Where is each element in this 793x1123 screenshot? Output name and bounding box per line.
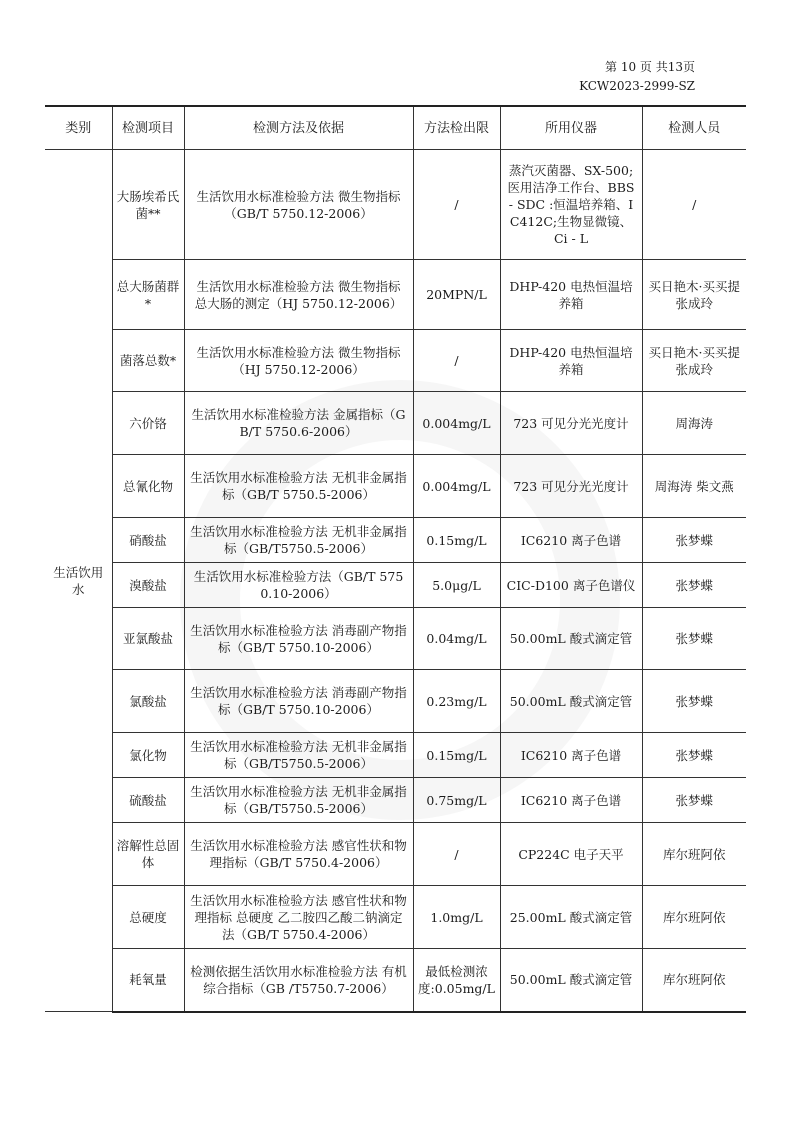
item-cell: 总大肠菌群*	[112, 260, 184, 330]
test-items-table	[45, 105, 746, 1013]
method-cell: 生活饮用水标准检验方法 微生物指标 总大肠的测定（HJ 5750.12-2006）	[184, 260, 413, 330]
staff-cell: 库尔班阿依	[642, 886, 746, 949]
method-cell: 检测依据生活饮用水标准检验方法 有机综合指标（GB /T5750.7-2006）	[184, 949, 413, 1012]
item-cell: 菌落总数*	[112, 330, 184, 392]
method-cell: 生活饮用水标准检验方法 消毒副产物指标（GB/T 5750.10-2006）	[184, 608, 413, 670]
table-row	[45, 823, 746, 886]
method-cell: 生活饮用水标准检验方法 无机非金属指标（GB/T5750.5-2006）	[184, 518, 413, 563]
instrument-cell: 蒸汽灭菌器、SX-500;医用洁净工作台、BBS - SDC :恒温培养箱、IC412C;生物显微镜、 Ci - L	[500, 150, 642, 260]
instrument-cell: IC6210 离子色谱	[500, 518, 642, 563]
staff-cell: 张梦蝶	[642, 733, 746, 778]
item-cell: 耗氧量	[112, 949, 184, 1012]
column-header-limit: 方法检出限	[413, 106, 500, 150]
instrument-cell: CP224C 电子天平	[500, 823, 642, 886]
instrument-cell: 723 可见分光光度计	[500, 455, 642, 518]
instrument-cell: 50.00mL 酸式滴定管	[500, 670, 642, 733]
item-cell: 硝酸盐	[112, 518, 184, 563]
staff-cell: 库尔班阿依	[642, 823, 746, 886]
table-row	[45, 392, 746, 455]
limit-cell: 0.004mg/L	[413, 392, 500, 455]
staff-cell: 张梦蝶	[642, 778, 746, 823]
method-cell: 生活饮用水标准检验方法 感官性状和物理指标 总硬度 乙二胺四乙酸二钠滴定法（GB/T 5750.4-2006）	[184, 886, 413, 949]
page-info: 第 10 页 共13页	[605, 60, 695, 74]
instrument-cell: IC6210 离子色谱	[500, 778, 642, 823]
staff-cell: 张梦蝶	[642, 608, 746, 670]
limit-cell: 0.004mg/L	[413, 455, 500, 518]
staff-cell: 库尔班阿依	[642, 949, 746, 1012]
limit-cell: /	[413, 150, 500, 260]
limit-cell: 0.15mg/L	[413, 518, 500, 563]
table-row	[45, 260, 746, 330]
staff-cell: 买日艳木·买买提 张成玲	[642, 260, 746, 330]
table-row	[45, 150, 746, 260]
item-cell: 总硬度	[112, 886, 184, 949]
item-cell: 硫酸盐	[112, 778, 184, 823]
item-cell: 亚氯酸盐	[112, 608, 184, 670]
limit-cell: 20MPN/L	[413, 260, 500, 330]
instrument-cell: 25.00mL 酸式滴定管	[500, 886, 642, 949]
table-row	[45, 330, 746, 392]
limit-cell: 0.04mg/L	[413, 608, 500, 670]
staff-cell: 周海涛	[642, 392, 746, 455]
table-row	[45, 670, 746, 733]
method-cell: 生活饮用水标准检验方法 无机非金属指标（GB/T 5750.5-2006）	[184, 455, 413, 518]
limit-cell: /	[413, 823, 500, 886]
column-header-category: 类别	[45, 106, 112, 150]
limit-cell: /	[413, 330, 500, 392]
table-row	[45, 455, 746, 518]
item-cell: 氯酸盐	[112, 670, 184, 733]
table-row	[45, 886, 746, 949]
instrument-cell: IC6210 离子色谱	[500, 733, 642, 778]
method-cell: 生活饮用水标准检验方法 无机非金属指标（GB/T5750.5-2006）	[184, 778, 413, 823]
item-cell: 大肠埃希氏菌**	[112, 150, 184, 260]
table-row	[45, 733, 746, 778]
table-row	[45, 949, 746, 1012]
limit-cell: 最低检测浓度:0.05mg/L	[413, 949, 500, 1012]
staff-cell: 买日艳木·买买提 张成玲	[642, 330, 746, 392]
item-cell: 氯化物	[112, 733, 184, 778]
limit-cell: 5.0μg/L	[413, 563, 500, 608]
instrument-cell: 50.00mL 酸式滴定管	[500, 949, 642, 1012]
method-cell: 生活饮用水标准检验方法 微生物指标（HJ 5750.12-2006）	[184, 330, 413, 392]
method-cell: 生活饮用水标准检验方法 微生物指标（GB/T 5750.12-2006）	[184, 150, 413, 260]
item-cell: 溶解性总固体	[112, 823, 184, 886]
table-header-row	[45, 106, 746, 150]
instrument-cell: 723 可见分光光度计	[500, 392, 642, 455]
limit-cell: 0.75mg/L	[413, 778, 500, 823]
staff-cell: 张梦蝶	[642, 518, 746, 563]
instrument-cell: DHP-420 电热恒温培养箱	[500, 330, 642, 392]
category-cell: 生活饮用水	[45, 150, 112, 1012]
staff-cell: 张梦蝶	[642, 563, 746, 608]
staff-cell: 周海涛 柴文燕	[642, 455, 746, 518]
column-header-item: 检测项目	[112, 106, 184, 150]
method-cell: 生活饮用水标准检验方法 消毒副产物指标（GB/T 5750.10-2006）	[184, 670, 413, 733]
item-cell: 总氰化物	[112, 455, 184, 518]
page-header	[579, 58, 695, 96]
method-cell: 生活饮用水标准检验方法 无机非金属指标（GB/T5750.5-2006）	[184, 733, 413, 778]
limit-cell: 0.23mg/L	[413, 670, 500, 733]
instrument-cell: DHP-420 电热恒温培养箱	[500, 260, 642, 330]
method-cell: 生活饮用水标准检验方法 金属指标（GB/T 5750.6-2006）	[184, 392, 413, 455]
instrument-cell: 50.00mL 酸式滴定管	[500, 608, 642, 670]
column-header-instrument: 所用仪器	[500, 106, 642, 150]
table-row	[45, 608, 746, 670]
item-cell: 六价铬	[112, 392, 184, 455]
staff-cell: /	[642, 150, 746, 260]
limit-cell: 1.0mg/L	[413, 886, 500, 949]
table-row	[45, 778, 746, 823]
staff-cell: 张梦蝶	[642, 670, 746, 733]
table-row	[45, 518, 746, 563]
method-cell: 生活饮用水标准检验方法 感官性状和物理指标（GB/T 5750.4-2006）	[184, 823, 413, 886]
table-row	[45, 563, 746, 608]
instrument-cell: CIC-D100 离子色谱仪	[500, 563, 642, 608]
method-cell: 生活饮用水标准检验方法（GB/T 5750.10-2006）	[184, 563, 413, 608]
report-number: KCW2023-2999-SZ	[579, 79, 695, 93]
limit-cell: 0.15mg/L	[413, 733, 500, 778]
column-header-method: 检测方法及依据	[184, 106, 413, 150]
item-cell: 溴酸盐	[112, 563, 184, 608]
column-header-staff: 检测人员	[642, 106, 746, 150]
